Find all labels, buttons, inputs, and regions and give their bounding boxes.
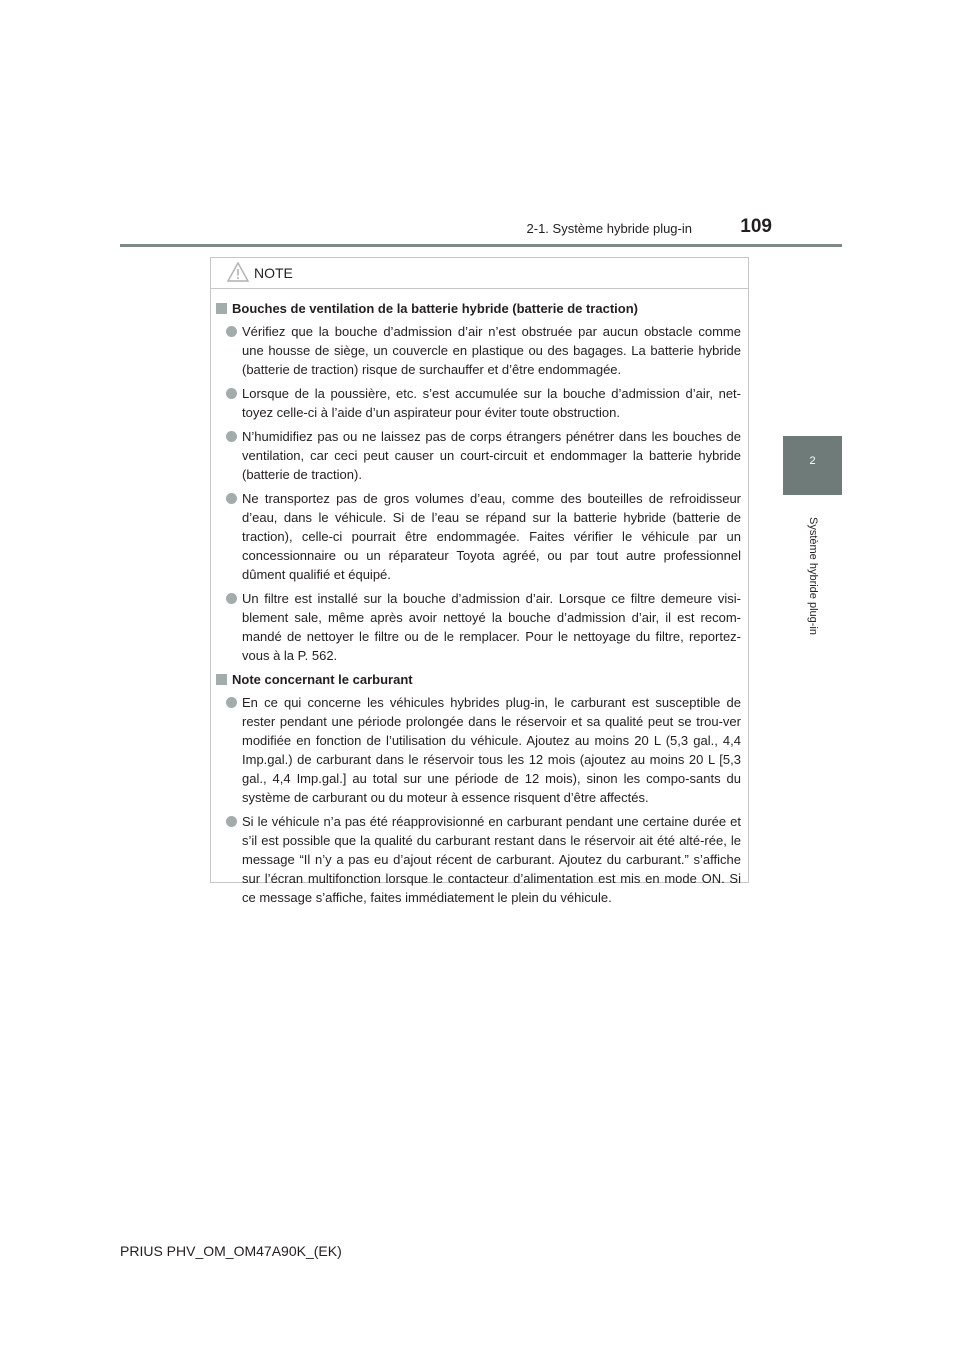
- circle-bullet-icon: [226, 326, 237, 337]
- circle-bullet-icon: [226, 816, 237, 827]
- note-header: [211, 258, 748, 289]
- note-section-heading: [214, 299, 748, 318]
- note-bullet-text: Vérifiez que la bouche d’admission d’air n’est obstruée par aucun obstacle comme une housse de siège, un couvercle en plastique ou des bagages. La batterie hybride (batterie de traction) risque de surchauffer et d’être endommagée.: [242, 324, 741, 377]
- note-bullet-item: [211, 427, 748, 484]
- note-section-heading-text: Note concernant le carburant: [232, 672, 413, 687]
- note-section-heading: [214, 670, 748, 689]
- note-bullet-text: Lorsque de la poussière, etc. s’est accumulée sur la bouche d’admission d’air, net-toyez celle-ci à l’aide d’un aspirateur pour éviter toute obstruction.: [242, 386, 741, 420]
- note-title: NOTE: [254, 265, 293, 281]
- note-bullet-text: N’humidifiez pas ou ne laissez pas de corps étrangers pénétrer dans les bouches de ventilation, car ceci peut causer un court-circuit et endommager la batterie hybride (batterie de traction).: [242, 429, 741, 482]
- circle-bullet-icon: [226, 388, 237, 399]
- note-bullet-text: Ne transportez pas de gros volumes d’eau, comme des bouteilles de refroidisseur d’eau, dans le véhicule. Si de l’eau se répand sur la batterie hybride (batterie de traction), celle-ci pourrait être endommagée. Faites vérifier le véhicule par un concessionnaire ou un réparateur Toyota agréé, ou par tout autre professionnel dûment qualifié et équipé.: [242, 491, 741, 582]
- chapter-tab: [783, 436, 842, 495]
- note-section: [211, 299, 748, 665]
- note-bullet-item: [211, 384, 748, 422]
- note-bullet-text: En ce qui concerne les véhicules hybrides plug-in, le carburant est susceptible de rester pendant une période prolongée dans le réservoir et sa qualité peut se trou-ver modifiée en fonction de l’utilisation du véhicule. Ajoutez au moins 20 L (5,3 gal., 4,4 Imp.gal.) de carburant dans le réservoir tous les 12 mois (ajoutez au moins 20 L [5,3 gal., 4,4 Imp.gal.] au total sur une période de 12 mois), sinon les compo-sants du système de carburant ou du moteur à essence risquent d’être affectés.: [242, 695, 741, 805]
- chapter-tab-number: 2: [809, 455, 816, 467]
- note-body: [211, 296, 748, 912]
- square-bullet-icon: [216, 303, 227, 314]
- note-bullet-item: [211, 322, 748, 379]
- note-bullet-item: [211, 489, 748, 584]
- circle-bullet-icon: [226, 431, 237, 442]
- note-bullet-text: Si le véhicule n’a pas été réapprovisionné en carburant pendant une certaine durée et s’il est possible que la qualité du carburant restant dans le réservoir ait été alté-rée, le message “Il n’y a pas eu d’ajout récent de carburant. Ajoutez du carburant.” s’affiche sur l’écran multifonction lorsque le contacteur d’alimentation est mis en mode ON. Si ce message s’affiche, faites immédiatement le plein du véhicule.: [242, 814, 741, 905]
- note-section-heading-text: Bouches de ventilation de la batterie hybride (batterie de traction): [232, 301, 638, 316]
- note-bullet-item: [211, 693, 748, 807]
- circle-bullet-icon: [226, 697, 237, 708]
- square-bullet-icon: [216, 674, 227, 685]
- note-bullet-item: [211, 589, 748, 665]
- chapter-side-label-wrap: [783, 500, 842, 660]
- circle-bullet-icon: [226, 493, 237, 504]
- note-section: [211, 670, 748, 907]
- note-box: [210, 257, 749, 905]
- warning-triangle-icon: [227, 262, 249, 282]
- header-section-title: 2-1. Système hybride plug-in: [526, 221, 692, 236]
- footer-model-code: PRIUS PHV_OM_OM47A90K_(EK): [120, 1243, 342, 1259]
- page-number: 109: [740, 216, 772, 237]
- note-bullet-text: Un filtre est installé sur la bouche d’admission d’air. Lorsque ce filtre demeure visi-blement sale, même après avoir nettoyé la bouche d’admission d’air, il est recom-mandé de nettoyer le filtre ou de le remplacer. Pour le nettoyage du filtre, reportez-vous à la P. 562.: [242, 591, 741, 663]
- note-bullet-item: [211, 812, 748, 907]
- circle-bullet-icon: [226, 593, 237, 604]
- chapter-side-label: Système hybride plug-in: [806, 516, 819, 636]
- header-divider: [120, 244, 842, 247]
